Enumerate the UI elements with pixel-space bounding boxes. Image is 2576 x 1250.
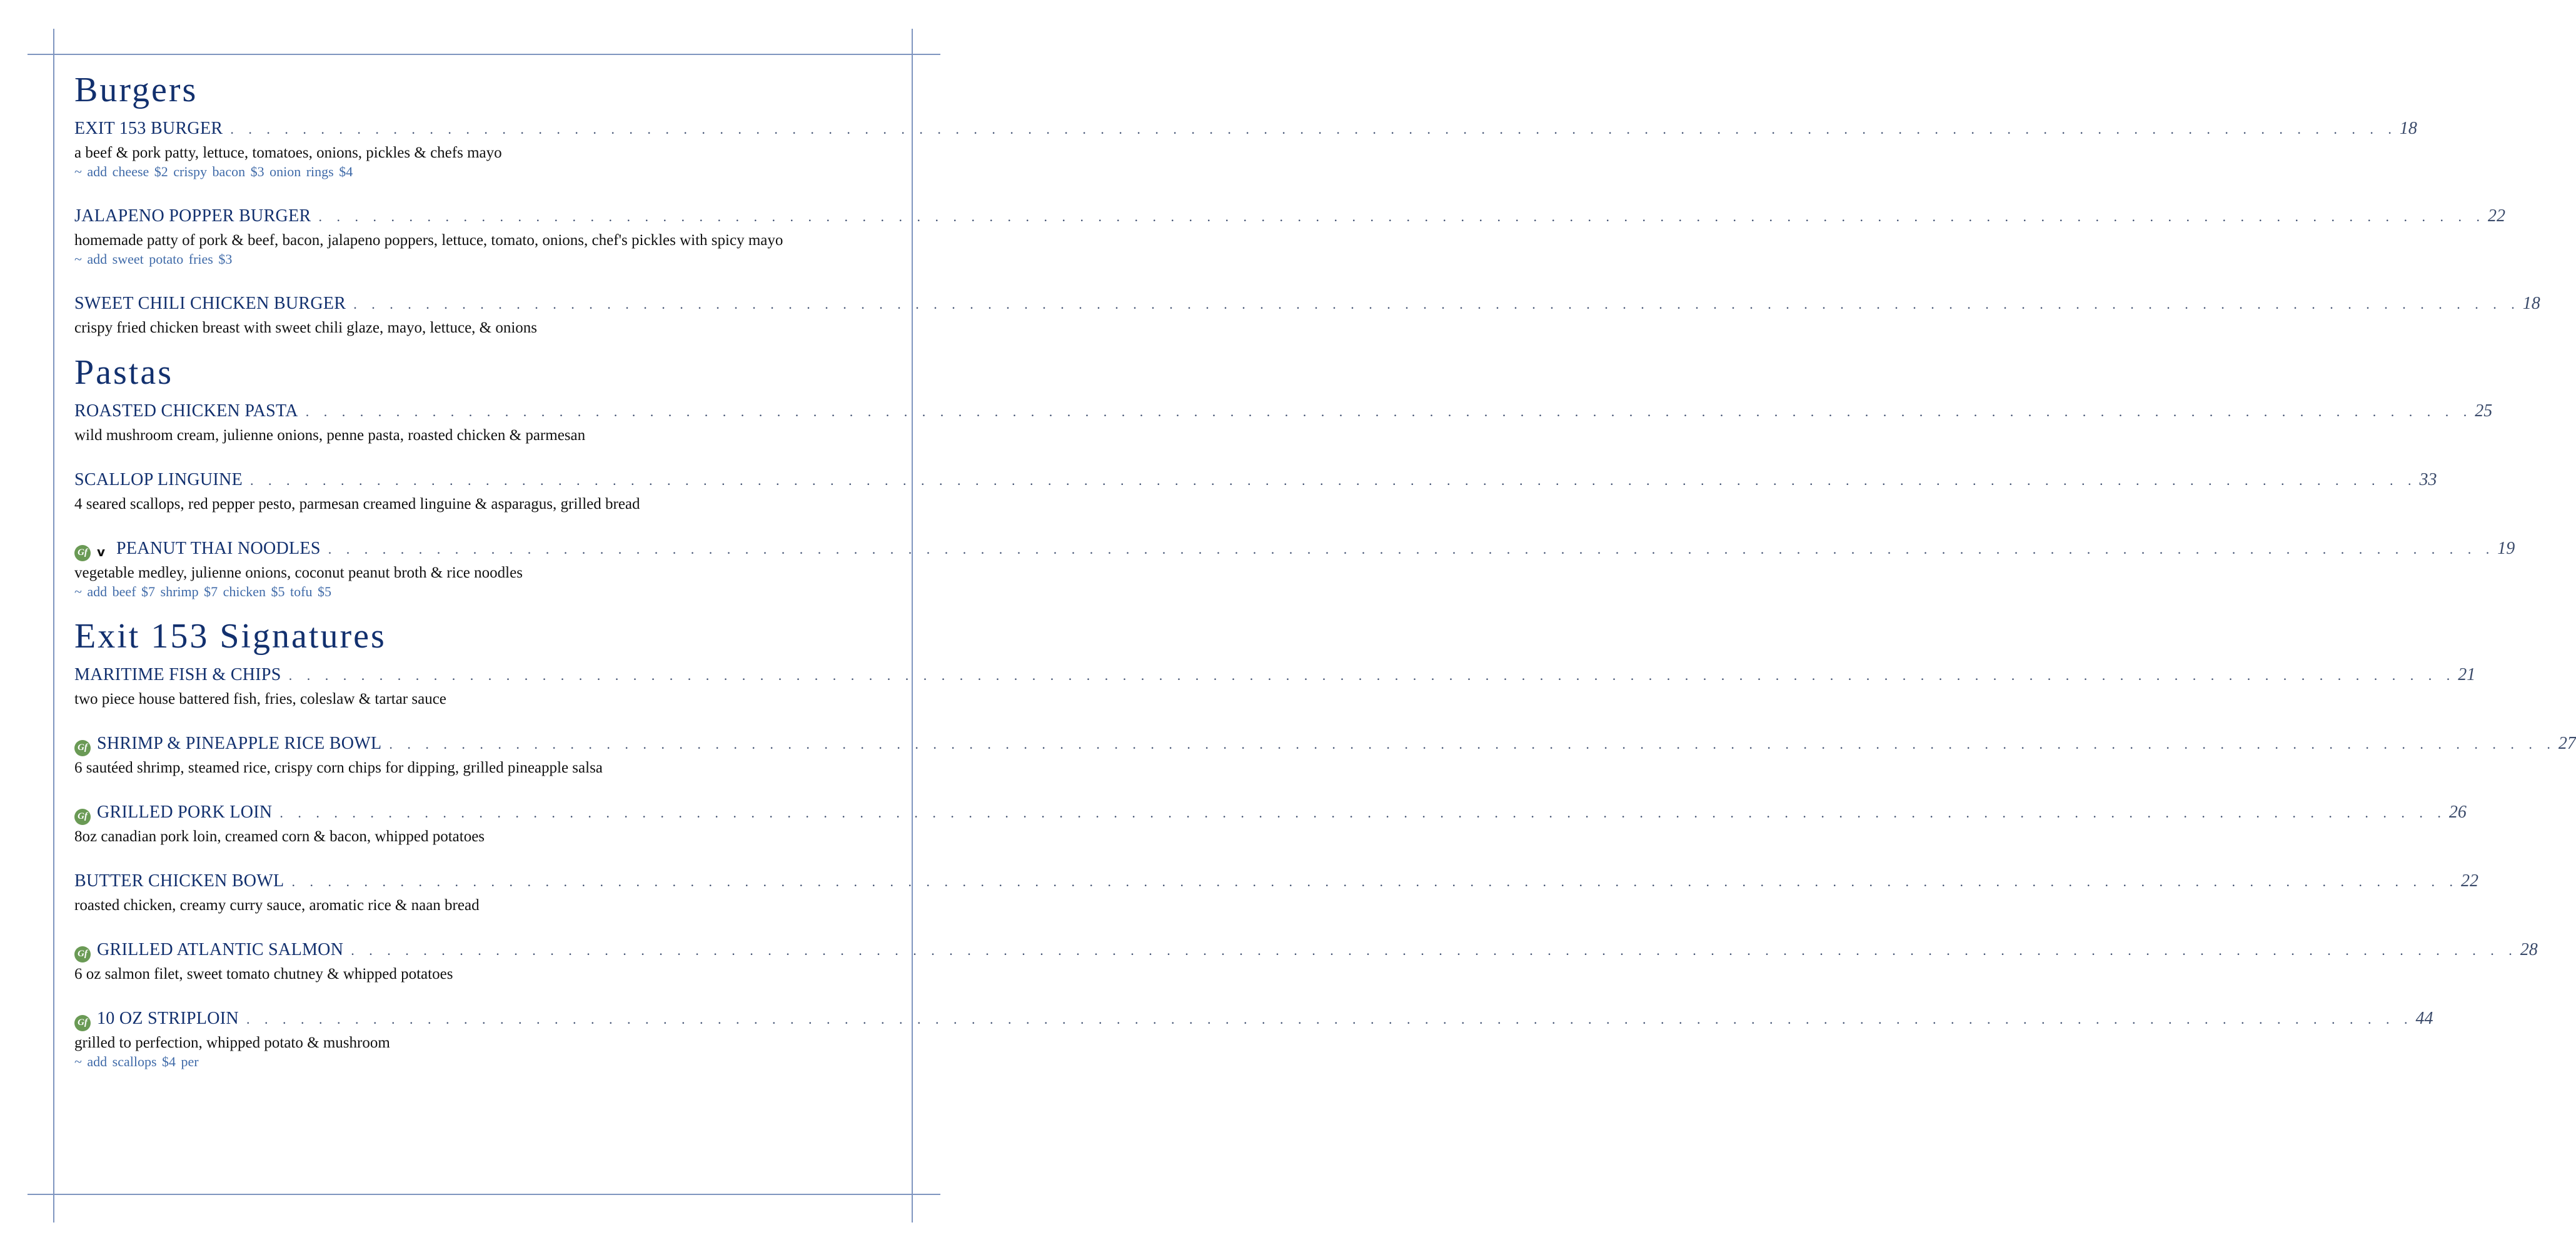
menu-item — [74, 401, 2493, 445]
menu-item-header — [74, 470, 2437, 494]
menu-section — [74, 70, 2540, 338]
gluten-free-icon: Gf — [74, 545, 91, 561]
item-description: crispy fried chicken breast with sweet chili glaze, mayo, lettuce, & onions — [74, 319, 538, 336]
item-addon-options: ~ add cheese $2 crispy bacon $3 onion rings $4 — [74, 164, 353, 179]
item-addon-options: ~ add sweet potato fries $3 — [74, 251, 233, 267]
item-description: vegetable medley, julienne onions, coconut peanut broth & rice noodles — [74, 564, 523, 581]
dietary-badges — [74, 739, 91, 755]
menu-item — [74, 206, 2505, 269]
dot-leader: . . . . . . . . . . . . . . . . . . . . . . . . . . . . . . . . . . . . . . . . . . . . . . . . . . . . . . . . . . . . . . . . . . . . . . . . . . . . . . . . . . . . . . . . . . . . . . . . . . . . . . . . . . . . . . . . . . . . . . . . — [389, 736, 2556, 752]
menu-item-header — [74, 802, 2467, 826]
item-price: 22 — [2487, 206, 2505, 226]
item-name: JALAPENO POPPER BURGER — [74, 206, 311, 226]
dot-leader: . . . . . . . . . . . . . . . . . . . . . . . . . . . . . . . . . . . . . . . . . . . . . . . . . . . . . . . . . . . . . . . . . . . . . . . . . . . . . . . . . . . . . . . . . . . . . . . . . . . . . . . . . . . . . . . . . . . . . . . . — [318, 209, 2485, 224]
item-description: 8oz canadian pork loin, creamed corn & bacon, whipped potatoes — [74, 828, 485, 845]
item-name: PEANUT THAI NOODLES — [116, 539, 321, 558]
item-price: 18 — [2522, 294, 2540, 313]
dietary-badges — [74, 808, 91, 824]
item-description: homemade patty of pork & beef, bacon, jalapeno poppers, lettuce, tomato, onions, chef's pickles with spicy mayo — [74, 232, 783, 249]
dot-leader: . . . . . . . . . . . . . . . . . . . . . . . . . . . . . . . . . . . . . . . . . . . . . . . . . . . . . . . . . . . . . . . . . . . . . . . . . . . . . . . . . . . . . . . . . . . . . . . . . . . . . . . . . . . . . . . . . . . . . . . . — [353, 296, 2520, 312]
item-name: 10 OZ STRIPLOIN — [97, 1009, 239, 1028]
menu-item-header — [74, 206, 2505, 230]
item-name: EXIT 153 BURGER — [74, 119, 223, 138]
menu-section — [74, 352, 2515, 601]
item-description: a beef & pork patty, lettuce, tomatoes, onions, pickles & chefs mayo — [74, 144, 502, 161]
menu-item — [74, 665, 2476, 709]
crop-guide-left — [53, 29, 54, 1222]
item-name: SCALLOP LINGUINE — [74, 470, 243, 489]
dot-leader: . . . . . . . . . . . . . . . . . . . . . . . . . . . . . . . . . . . . . . . . . . . . . . . . . . . . . . . . . . . . . . . . . . . . . . . . . . . . . . . . . . . . . . . . . . . . . . . . . . . . . . . . . . . . . . . . . . . . . . . . — [291, 874, 2458, 889]
menu-item-header — [74, 734, 2576, 758]
menu-item — [74, 294, 2540, 338]
section-title: Burgers — [74, 71, 198, 109]
menu-item-header — [74, 1009, 2433, 1032]
item-price: 21 — [2458, 665, 2476, 684]
menu-item — [74, 1009, 2433, 1071]
section-title: Exit 153 Signatures — [74, 617, 386, 656]
item-addon-options: ~ add scallops $4 per — [74, 1054, 199, 1069]
dietary-badges — [74, 945, 91, 961]
menu-item — [74, 539, 2515, 601]
item-name: ROASTED CHICKEN PASTA — [74, 401, 298, 421]
gluten-free-icon: Gf — [74, 1015, 91, 1031]
item-name: SWEET CHILI CHICKEN BURGER — [74, 294, 346, 313]
item-name: MARITIME FISH & CHIPS — [74, 665, 281, 684]
item-name: BUTTER CHICKEN BOWL — [74, 871, 284, 891]
menu-item — [74, 802, 2467, 846]
dot-leader: . . . . . . . . . . . . . . . . . . . . . . . . . . . . . . . . . . . . . . . . . . . . . . . . . . . . . . . . . . . . . . . . . . . . . . . . . . . . . . . . . . . . . . . . . . . . . . . . . . . . . . . . . . . . . . . . . . . . . . . . — [279, 805, 2447, 821]
menu-section — [74, 616, 2576, 1071]
dot-leader: . . . . . . . . . . . . . . . . . . . . . . . . . . . . . . . . . . . . . . . . . . . . . . . . . . . . . . . . . . . . . . . . . . . . . . . . . . . . . . . . . . . . . . . . . . . . . . . . . . . . . . . . . . . . . . . . . . . . . . . . — [305, 404, 2473, 419]
menu-item — [74, 119, 2417, 181]
item-description: two piece house battered fish, fries, coleslaw & tartar sauce — [74, 691, 446, 708]
dietary-badges — [74, 544, 110, 560]
crop-guide-top — [28, 54, 940, 55]
item-price: 25 — [2475, 401, 2493, 421]
dot-leader: . . . . . . . . . . . . . . . . . . . . . . . . . . . . . . . . . . . . . . . . . . . . . . . . . . . . . . . . . . . . . . . . . . . . . . . . . . . . . . . . . . . . . . . . . . . . . . . . . . . . . . . . . . . . . . . . . . . . . . . . — [249, 472, 2417, 488]
menu-item — [74, 940, 2538, 984]
item-price: 26 — [2448, 802, 2467, 822]
menu-item-header — [74, 119, 2417, 142]
dot-leader: . . . . . . . . . . . . . . . . . . . . . . . . . . . . . . . . . . . . . . . . . . . . . . . . . . . . . . . . . . . . . . . . . . . . . . . . . . . . . . . . . . . . . . . . . . . . . . . . . . . . . . . . . . . . . . . . . . . . . . . . — [288, 668, 2456, 683]
menu-content — [74, 70, 2576, 1086]
menu-item-header — [74, 940, 2538, 964]
item-price: 28 — [2520, 940, 2538, 959]
dot-leader: . . . . . . . . . . . . . . . . . . . . . . . . . . . . . . . . . . . . . . . . . . . . . . . . . . . . . . . . . . . . . . . . . . . . . . . . . . . . . . . . . . . . . . . . . . . . . . . . . . . . . . . . . . . . . . . . . . . . . . . . — [351, 942, 2518, 958]
item-description: wild mushroom cream, julienne onions, penne pasta, roasted chicken & parmesan — [74, 427, 586, 444]
item-price: 33 — [2419, 470, 2437, 489]
menu-item — [74, 871, 2478, 915]
menu-item-header — [74, 401, 2493, 425]
item-price: 19 — [2497, 539, 2515, 558]
menu-item — [74, 734, 2576, 778]
dot-leader: . . . . . . . . . . . . . . . . . . . . . . . . . . . . . . . . . . . . . . . . . . . . . . . . . . . . . . . . . . . . . . . . . . . . . . . . . . . . . . . . . . . . . . . . . . . . . . . . . . . . . . . . . . . . . . . . . . . . . . . . — [230, 121, 2397, 137]
item-description: 6 oz salmon filet, sweet tomato chutney & whipped potatoes — [74, 966, 453, 982]
item-name: GRILLED ATLANTIC SALMON — [97, 940, 344, 959]
item-name: GRILLED PORK LOIN — [97, 802, 273, 822]
menu-item-header — [74, 871, 2478, 895]
item-description: roasted chicken, creamy curry sauce, aromatic rice & naan bread — [74, 897, 480, 914]
menu-item-header — [74, 665, 2476, 689]
menu-item-header — [74, 539, 2515, 562]
menu-item-header — [74, 294, 2540, 318]
item-price: 27 — [2558, 734, 2576, 753]
section-title: Pastas — [74, 353, 173, 392]
item-description: 4 seared scallops, red pepper pesto, parmesan creamed linguine & asparagus, grilled bread — [74, 496, 640, 512]
gluten-free-icon: Gf — [74, 809, 91, 825]
dot-leader: . . . . . . . . . . . . . . . . . . . . . . . . . . . . . . . . . . . . . . . . . . . . . . . . . . . . . . . . . . . . . . . . . . . . . . . . . . . . . . . . . . . . . . . . . . . . . . . . . . . . . . . . . . . . . . . . . . . . . . . . — [328, 541, 2495, 557]
dietary-badges — [74, 1014, 91, 1030]
item-price: 44 — [2415, 1009, 2433, 1028]
item-addon-options: ~ add beef $7 shrimp $7 chicken $5 tofu $5 — [74, 584, 331, 599]
item-price: 22 — [2460, 871, 2478, 891]
vegetarian-icon: v — [97, 544, 106, 559]
item-price: 18 — [2399, 119, 2417, 138]
item-name: SHRIMP & PINEAPPLE RICE BOWL — [97, 734, 382, 753]
item-description: 6 sautéed shrimp, steamed rice, crispy corn chips for dipping, grilled pineapple salsa — [74, 759, 603, 776]
gluten-free-icon: Gf — [74, 946, 91, 962]
item-description: grilled to perfection, whipped potato & mushroom — [74, 1034, 390, 1051]
crop-guide-bottom — [28, 1194, 940, 1195]
gluten-free-icon: Gf — [74, 740, 91, 756]
menu-item — [74, 470, 2437, 514]
dot-leader: . . . . . . . . . . . . . . . . . . . . . . . . . . . . . . . . . . . . . . . . . . . . . . . . . . . . . . . . . . . . . . . . . . . . . . . . . . . . . . . . . . . . . . . . . . . . . . . . . . . . . . . . . . . . . . . . . . . . . . . . — [246, 1011, 2413, 1027]
